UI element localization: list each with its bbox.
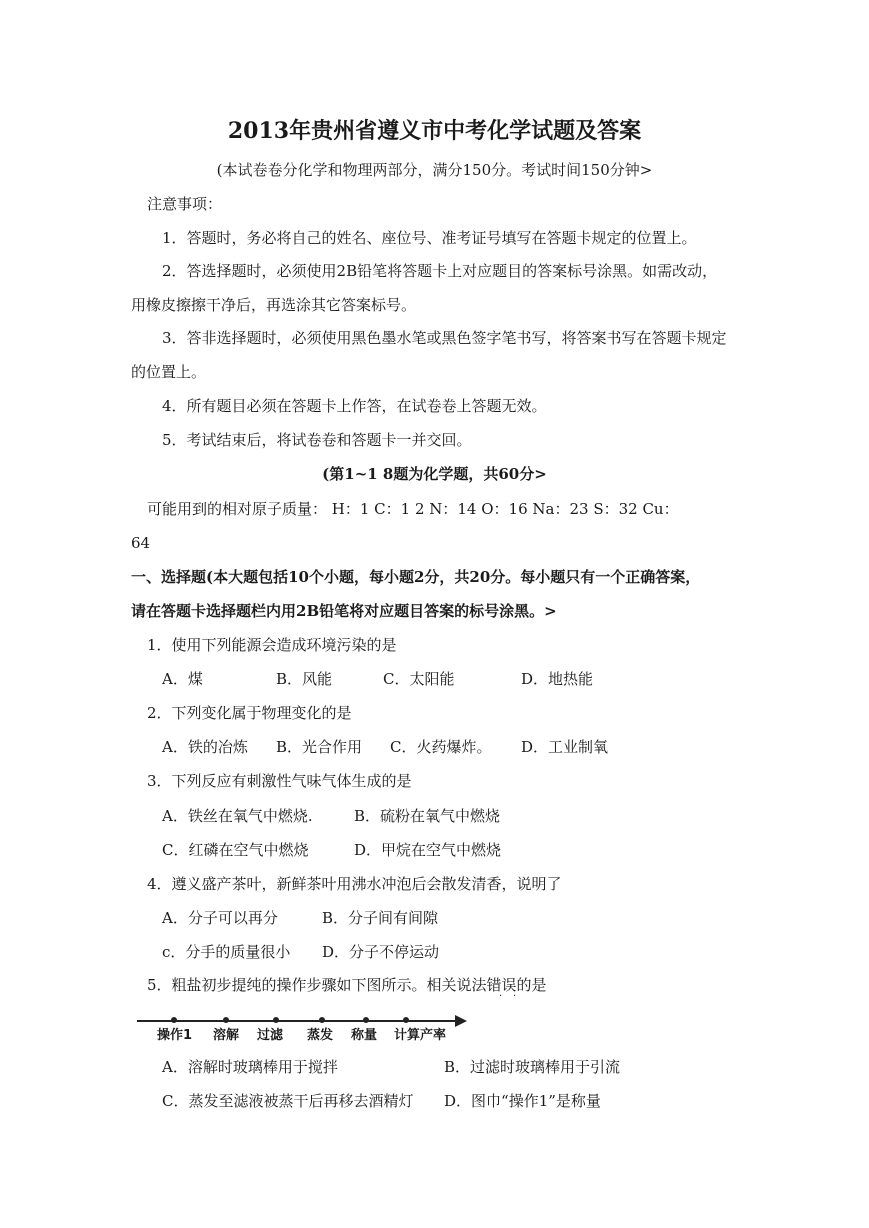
question-4-stem: 4．遵义盛产茶叶，新鲜茶叶用沸水冲泡后会散发清香，说明了 (147, 875, 562, 893)
section-note: (第1~1 8题为化学题，共60分> (322, 465, 547, 483)
question-1-option-c: C．太阳能 (383, 670, 455, 688)
question-3-stem: 3．下列反应有刺激性气味气体生成的是 (147, 772, 412, 790)
flow-arrowhead (455, 1015, 467, 1027)
flow-point (403, 1017, 409, 1023)
note-5: 5．考试结束后，将试卷卷和答题卡一并交回。 (162, 431, 472, 449)
atomic-mass-line: 可能用到的相对原子质量： H：1 C：1 2 N：14 O：16 Na：23 S：32 Cu： (147, 500, 679, 518)
note-2: 2．答选择题时，必须使用2B铅笔将答题卡上对应题目的答案标号涂黑。如需改动， (162, 262, 718, 280)
flow-line (137, 1020, 459, 1022)
question-4-option-b: B．分子间有间隙 (322, 909, 439, 927)
flow-step-weigh: 称量 (351, 1028, 378, 1043)
question-2-option-a: A．铁的冶炼 (162, 738, 248, 756)
question-4-option-c: c．分手的质量很小 (162, 943, 291, 961)
question-1-stem: 1．使用下列能源会造成环境污染的是 (147, 636, 397, 654)
question-2-option-c: C．火药爆炸。 (390, 738, 492, 756)
emphasis-dot: · (499, 991, 503, 1002)
notes-heading: 注意事项： (147, 195, 223, 213)
question-2-stem: 2．下列变化属于物理变化的是 (147, 704, 352, 722)
part1-instructions-cont: 请在答题卡选择题栏内用2B铅笔将对应题目答案的标号涂黑。> (131, 602, 557, 620)
question-2-option-b: B．光合作用 (276, 738, 363, 756)
flow-point (273, 1017, 279, 1023)
flow-step-calc-yield: 计算产率 (394, 1028, 447, 1043)
question-1-option-a: A．煤 (162, 670, 203, 688)
flow-step-filter: 过滤 (257, 1028, 284, 1043)
flow-step-dissolve: 溶解 (213, 1028, 240, 1043)
question-3-option-c: C．红磷在空气中燃烧 (162, 841, 309, 859)
question-4-option-a: A．分子可以再分 (162, 909, 278, 927)
flow-point (363, 1017, 369, 1023)
question-5-stem: 5．粗盐初步提纯的操作步骤如下图所示。相关说法错误的是 (147, 976, 547, 994)
part1-instructions: 一、选择题(本大题包括10个小题，每小题2分，共20分。每小题只有一个正确答案， (131, 568, 701, 586)
note-2-cont: 用橡皮擦擦干净后，再选涂其它答案标号。 (131, 296, 417, 314)
exam-subtitle: (本试卷卷分化学和物理两部分，满分150分。考试时间150分钟> (216, 161, 653, 179)
question-4-option-d: D．分子不停运动 (322, 943, 440, 961)
question-5-option-c: C．蒸发至滤液被蒸干后再移去酒精灯 (162, 1092, 414, 1110)
flow-step-operation1: 操作1 (157, 1028, 193, 1043)
atomic-mass-cont: 64 (131, 534, 151, 552)
flow-step-evaporate: 蒸发 (307, 1028, 334, 1043)
note-4: 4．所有题目必须在答题卡上作答，在试卷卷上答题无效。 (162, 397, 547, 415)
emphasis-dot: · (513, 991, 517, 1002)
question-3-option-b: B．硫粉在氧气中燃烧 (354, 807, 501, 825)
question-5-option-a: A．溶解时玻璃棒用于搅拌 (162, 1058, 338, 1076)
flow-point (223, 1017, 229, 1023)
note-1: 1．答题时，务必将自己的姓名、座位号、准考证号填写在答题卡规定的位置上。 (162, 229, 697, 247)
flow-point (171, 1017, 177, 1023)
page-title: 2013年贵州省遵义市中考化学试题及答案 (227, 118, 642, 144)
question-2-option-d: D．工业制氧 (521, 738, 609, 756)
note-3-cont: 的位置上。 (131, 363, 207, 381)
process-flow-diagram (137, 1010, 477, 1050)
question-5-option-b: B．过滤时玻璃棒用于引流 (444, 1058, 621, 1076)
question-5-option-d: D．图巾“操作1”是称量 (444, 1092, 601, 1110)
question-3-option-d: D．甲烷在空气中燃烧 (354, 841, 502, 859)
question-3-option-a: A．铁丝在氧气中燃烧. (162, 807, 313, 825)
flow-point (319, 1017, 325, 1023)
question-1-option-d: D．地热能 (521, 670, 594, 688)
question-1-option-b: B．风能 (276, 670, 333, 688)
note-3: 3．答非选择题时，必须使用黑色墨水笔或黑色签字笔书写，将答案书写在答题卡规定 (162, 329, 727, 347)
